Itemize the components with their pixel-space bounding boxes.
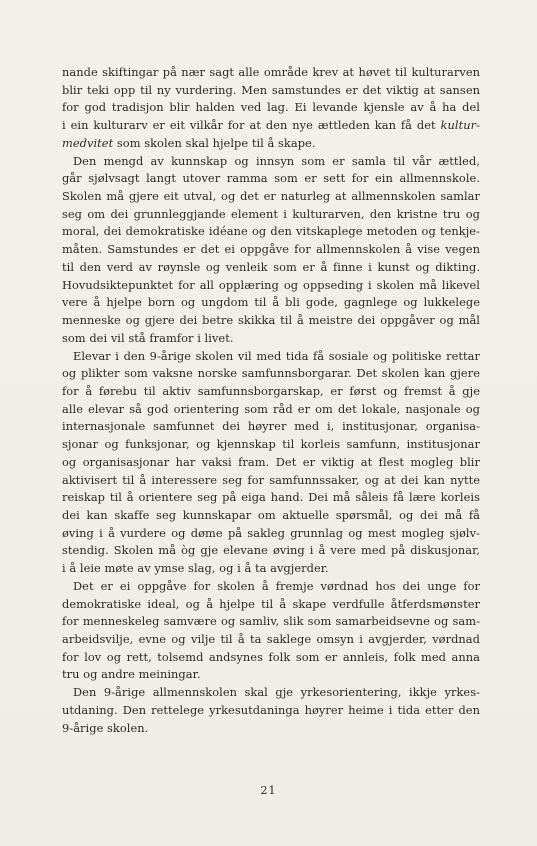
body-text	[62, 64, 480, 737]
text-line: Den 9-årige allmennskolen skal gje yrkesorientering, ikkje yrkes-	[73, 685, 480, 700]
text-line: tru og andre meiningar.	[62, 667, 201, 682]
text-line: Skolen må gjere eit utval, og det er naturleg at allmennskolen samlar	[62, 189, 480, 204]
text-line: til den verd av røynsle og venleik som er å finne i kunst og dikting.	[62, 259, 480, 274]
text-line: nande skiftingar på nær sagt alle område krev at høvet til kulturarven	[62, 65, 480, 79]
text-line: dei kan skaffe seg kunnskapar om aktuelle spørsmål, og dei må få	[62, 507, 480, 522]
text-line: i å leie møte av ymse slag, og i å ta avgjerder.	[62, 561, 329, 576]
paragraph	[62, 348, 480, 578]
text-line: internasjonale samfunnet dei høyrer med i, institusjonar, organisa-	[62, 419, 480, 434]
text-line: utdaning. Den rettelege yrkesutdaninga høyrer heime i tida etter den	[62, 702, 480, 717]
page-number: 21	[260, 784, 277, 797]
text-line: for god tradisjon blir halden ved lag. Ei levande kjensle av å ha del	[62, 100, 480, 115]
text-line: som dei vil stå framfor i livet.	[62, 330, 234, 345]
text-line: seg om dei grunnleggjande element i kulturarven, den kristne tru og	[62, 206, 480, 221]
text-line: alle elevar så god orientering som råd er om det lokale, nasjonale og	[62, 401, 480, 416]
paragraph	[62, 153, 480, 348]
text-line: Elevar i den 9-årige skolen vil med tida få sosiale og politiske rettar	[73, 348, 480, 363]
text-line: går sjølvsagt langt utover ramma som er sett for ein allmennskole.	[62, 171, 480, 186]
text-line: 9-årige skolen.	[62, 720, 149, 735]
paragraph	[62, 64, 480, 153]
text-line: menneske og gjere dei betre skikka til å meistre dei oppgåver og mål	[62, 313, 480, 328]
text-line: blir teki opp til ny vurdering. Men samstundes er det viktig at sansen	[62, 82, 480, 97]
text-line: og organisasjonar har vaksi fram. Det er viktig at flest mogleg blir	[62, 454, 480, 469]
text-line: aktivisert til å interessere seg for samfunnssaker, og at dei kan nytte	[62, 472, 480, 487]
text-line: sjonar og funksjonar, og kjennskap til korleis samfunn, institusjonar	[62, 437, 480, 452]
text-line: medvitet som skolen skal hjelpe til å skape.	[62, 135, 316, 150]
text-line: Hovudsiktepunktet for all opplæring og oppseding i skolen må likevel	[62, 277, 480, 292]
text-line: vere å hjelpe born og ungdom til å bli gode, gagnlege og lukkelege	[62, 295, 480, 310]
text-line: øving i å vurdere og døme på sakleg grunnlag og mest mogleg sjølv-	[62, 525, 480, 540]
text-line: stendig. Skolen må òg gje elevane øving i å vere med på diskusjonar,	[62, 543, 480, 558]
paragraph	[62, 578, 480, 684]
text-line: Det er ei oppgåve for skolen å fremje vørdnad hos dei unge for	[73, 578, 480, 593]
text-line: demokratiske ideal, og å hjelpe til å skape verdfulle åtferdsmønster	[62, 596, 480, 611]
paragraph	[62, 684, 480, 737]
text-line: måten. Samstundes er det ei oppgåve for allmennskolen å vise vegen	[62, 242, 480, 257]
text-line: reiskap til å orientere seg på eiga hand. Dei må såleis få lære korleis	[62, 490, 480, 505]
text-line: moral, dei demokratiske idéane og den vitskaplege metoden og tenkje-	[62, 224, 480, 239]
text-line: for lov og rett, tolsemd andsynes folk som er annleis, folk med anna	[62, 649, 480, 664]
text-line: og plikter som vaksne norske samfunnsborgarar. Det skolen kan gjere	[62, 366, 480, 381]
text-line: arbeidsvilje, evne og vilje til å ta saklege omsyn i avgjerder, vørdnad	[62, 632, 480, 646]
text-line: for menneskeleg samvære og samliv, slik som samarbeidsevne og sam-	[62, 614, 480, 629]
text-line: Den mengd av kunnskap og innsyn som er samla til vår ættled,	[73, 153, 480, 168]
text-line: i ein kulturarv er eit vilkår for at den nye ættleden kan få det kultur-	[62, 118, 480, 133]
text-line: for å førebu til aktiv samfunnsborgarskap, er først og fremst å gje	[62, 383, 480, 398]
